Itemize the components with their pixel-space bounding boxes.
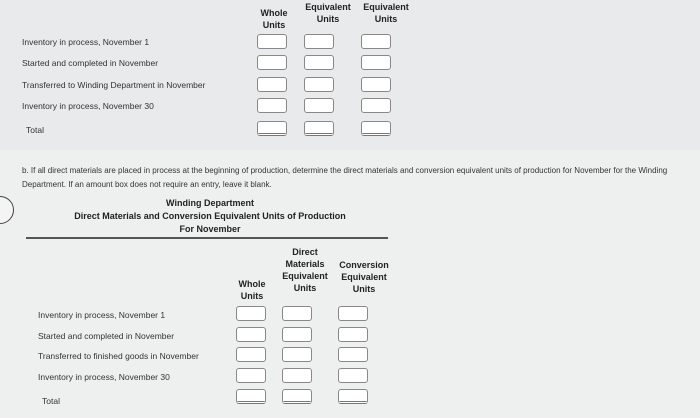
row-label-b-0: Inventory in process, November 1 <box>38 310 166 320</box>
input-a-whole-2[interactable] <box>257 77 287 92</box>
row-label-b-2: Transferred to finished goods in November <box>38 351 199 361</box>
schedule-title-rule <box>26 237 388 239</box>
row-label-b-3: Inventory in process, November 30 <box>38 372 170 382</box>
input-b-whole-1[interactable] <box>236 327 266 342</box>
header-equivalent-units-a2: Equivalent Units <box>363 2 409 24</box>
input-b-conversion-2[interactable] <box>338 347 368 362</box>
header-direct-materials: Direct Materials Equivalent Units <box>282 247 328 293</box>
input-b-conversion-total[interactable] <box>338 389 368 404</box>
input-b-conversion-0[interactable] <box>338 306 368 321</box>
schedule-title-department: Winding Department <box>166 198 254 208</box>
input-b-materials-2[interactable] <box>282 347 312 362</box>
row-label-b-4: Total <box>42 396 60 406</box>
input-b-whole-2[interactable] <box>236 347 266 362</box>
input-b-materials-1[interactable] <box>282 327 312 342</box>
input-a-whole-total[interactable] <box>257 121 287 136</box>
input-b-whole-0[interactable] <box>236 306 266 321</box>
header-whole-units-b: Whole Units <box>238 279 266 301</box>
input-a-eq1-1[interactable] <box>304 55 334 70</box>
input-b-whole-3[interactable] <box>236 368 266 383</box>
input-a-whole-3[interactable] <box>257 98 287 113</box>
input-b-whole-total[interactable] <box>236 389 266 404</box>
row-label-b-1: Started and completed in November <box>38 331 175 341</box>
input-a-eq2-2[interactable] <box>361 77 391 92</box>
input-a-eq1-3[interactable] <box>304 98 334 113</box>
header-equivalent-units-a1: Equivalent Units <box>305 2 351 24</box>
row-label-a-0: Inventory in process, November 1 <box>22 37 150 47</box>
input-a-eq2-0[interactable] <box>361 34 391 49</box>
input-a-eq1-total[interactable] <box>304 121 334 136</box>
row-label-a-3: Inventory in process, November 30 <box>22 101 154 111</box>
schedule-title-description: Direct Materials and Conversion Equivalent Units of Production <box>74 211 346 221</box>
input-a-whole-0[interactable] <box>257 34 287 49</box>
input-b-conversion-1[interactable] <box>338 327 368 342</box>
input-a-eq2-total[interactable] <box>361 121 391 136</box>
input-b-materials-total[interactable] <box>282 389 312 404</box>
input-b-materials-3[interactable] <box>282 368 312 383</box>
input-a-eq2-3[interactable] <box>361 98 391 113</box>
input-b-materials-0[interactable] <box>282 306 312 321</box>
input-a-whole-1[interactable] <box>257 55 287 70</box>
header-conversion: Conversion Equivalent Units <box>339 260 389 294</box>
input-a-eq1-2[interactable] <box>304 77 334 92</box>
row-label-a-4: Total <box>26 125 44 135</box>
schedule-title-period: For November <box>179 224 241 234</box>
input-a-eq1-0[interactable] <box>304 34 334 49</box>
input-b-conversion-3[interactable] <box>338 368 368 383</box>
row-label-a-2: Transferred to Winding Department in November <box>22 80 206 90</box>
header-whole-units-a: Whole Units <box>260 8 288 30</box>
input-a-eq2-1[interactable] <box>361 55 391 70</box>
row-label-a-1: Started and completed in November <box>22 58 159 68</box>
part-b-instructions: b. If all direct materials are placed in process at the beginning of production, determine the direct materials and conversion equivalent units of production for November for the Winding Department. If an amount box does not require an entry, leave it blank. <box>22 166 668 189</box>
